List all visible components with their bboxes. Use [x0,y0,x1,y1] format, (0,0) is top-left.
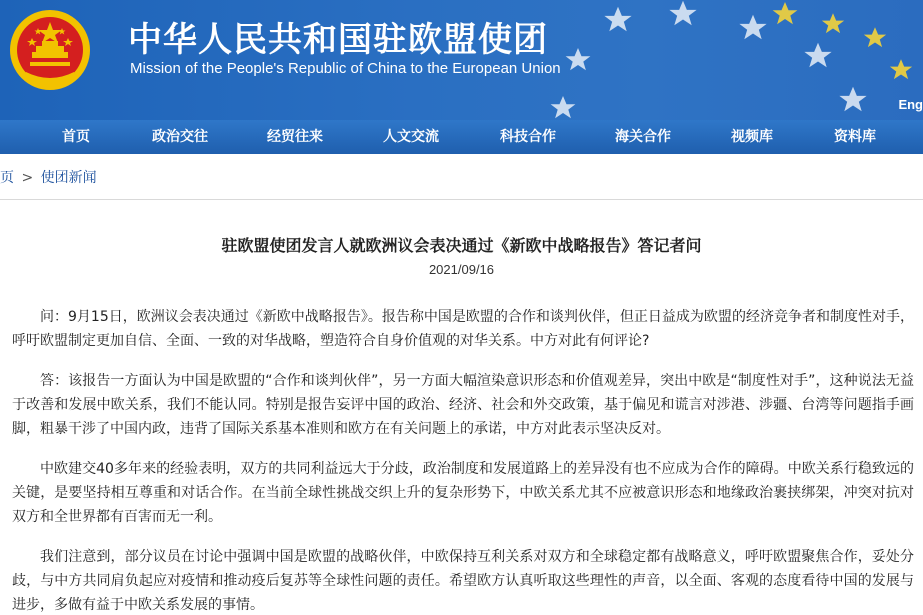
nav-item-culture[interactable]: 人文交流 [383,129,439,145]
nav-item-archive[interactable]: 资料库 [834,129,876,145]
breadcrumb-section-link[interactable]: 使团新闻 [40,170,97,186]
article-paragraph-conclusion: 我们注意到，部分议员在讨论中强调中国是欧盟的战略伙伴，中欧保持互利关系对双方和全球稳定都有战略意义，呼吁欧盟聚焦合作，妥处分歧，与中方共同肩负起应对疫情和推动疫后复苏等全球性问题的责任。希望欧方认真听取这些理性的声音，以全面、客观的态度看待中国的发展与进步，多做有益于中欧关系发展的事情。 [12,549,914,613]
article-date: 2021/09/16 [428,262,495,277]
article-title: 驻欧盟使团发言人就欧洲议会表决通过《新欧中战略报告》答记者问 [221,236,702,255]
article-body [12,305,914,615]
breadcrumb [0,167,97,187]
site-title-english: Mission of the People's Republic of China to the European Union [130,60,561,77]
header-banner [0,0,923,120]
nav-item-technology[interactable]: 科技合作 [500,129,556,145]
content-divider [0,199,923,200]
article-paragraph-question: 问：9月15日，欧洲议会表决通过《新欧中战略报告》。报告称中国是欧盟的合作和谈判伙伴，但正日益成为欧盟的经济竞争者和制度性对手，呼吁欧盟制定更加自信、全面、一致的对华战略，塑造符合自身价值观的对华关系。中方对此有何评论? [12,309,914,349]
breadcrumb-separator: > [21,170,34,186]
nav-item-trade[interactable]: 经贸往来 [267,129,323,145]
national-emblem-icon [8,8,92,92]
main-nav [0,120,923,154]
site-title-chinese: 中华人民共和国驻欧盟使团 [128,20,548,60]
language-switch-link[interactable]: Eng [898,97,923,112]
nav-item-customs[interactable]: 海关合作 [615,129,671,145]
article-paragraph-answer: 答：该报告一方面认为中国是欧盟的“合作和谈判伙伴”，另一方面大幅渲染意识形态和价值观差异，突出中欧是“制度性对手”，这种说法无益于改善和发展中欧关系，我们不能认同。特别是报告妄评中国的政治、经济、社会和外交政策，基于偏见和谎言对涉港、涉疆、台湾等问题指手画脚，粗暴干涉了中国内政，违背了国际关系基本准则和欧方在有关问题上的承诺，中方对此表示坚决反对。 [12,373,914,437]
nav-item-politics[interactable]: 政治交往 [152,129,208,145]
article-paragraph-relations: 中欧建交40多年来的经验表明，双方的共同利益远大于分歧，政治制度和发展道路上的差异没有也不应成为合作的障碍。中欧关系行稳致远的关键，是要坚持相互尊重和对话合作。在当前全球性挑战交织上升的复杂形势下，中欧关系尤其不应被意识形态和地缘政治裹挟绑架，冲突对抗对双方和全世界都有百害而无一利。 [12,461,914,525]
nav-item-videos[interactable]: 视频库 [731,129,773,145]
nav-item-home[interactable]: 首页 [62,129,90,145]
eu-flag-stars-decoration [503,0,923,120]
breadcrumb-home-link[interactable]: 页 [0,170,14,186]
